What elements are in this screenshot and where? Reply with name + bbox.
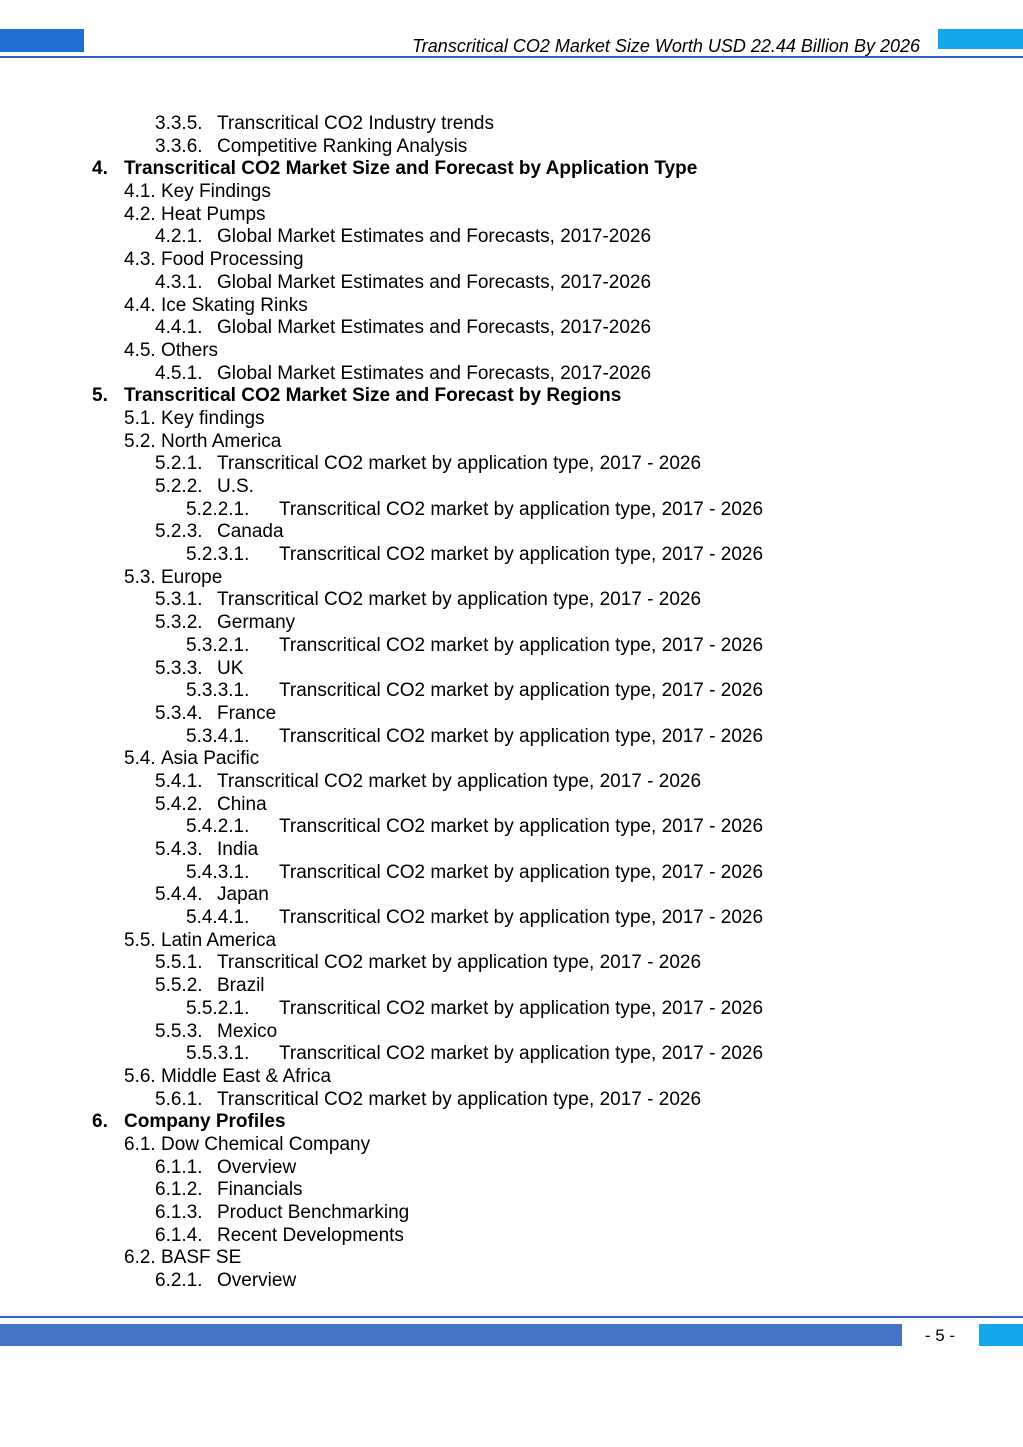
toc-entry-title: Transcritical CO2 Market Size and Forecast by Regions — [124, 385, 622, 407]
toc-entry — [0, 113, 1023, 136]
toc-entry-title: Transcritical CO2 market by application type, 2017 - 2026 — [217, 453, 702, 475]
toc-entry-title: Key Findings — [161, 181, 271, 203]
toc-entry-title: Transcritical CO2 Market Size and Forecast by Application Type — [124, 158, 698, 180]
toc-entry-number: 5.3.2. — [155, 612, 203, 634]
toc-entry-title: Mexico — [217, 1020, 278, 1042]
toc-entry — [0, 1202, 1023, 1225]
toc-entry-title: North America — [161, 430, 282, 452]
toc-entry-title: Key findings — [161, 407, 265, 429]
toc-entry — [0, 1179, 1023, 1202]
toc-entry-number: 4.3.1. — [155, 271, 203, 293]
toc-entry-title: Dow Chemical Company — [161, 1133, 371, 1155]
toc-entry — [0, 635, 1023, 658]
toc-entry-title: Food Processing — [161, 249, 304, 271]
toc-entry-number: 4.2. — [124, 203, 156, 225]
toc-entry — [0, 1043, 1023, 1066]
toc-entry-number: 5.4.1. — [155, 770, 203, 792]
toc-entry-title: Transcritical CO2 Industry trends — [217, 113, 494, 134]
toc-entry-title: Global Market Estimates and Forecasts, 2017-2026 — [217, 271, 652, 293]
toc-entry-title: Transcritical CO2 market by application type, 2017 - 2026 — [279, 634, 764, 656]
toc-entry-number: 6.1. — [124, 1133, 156, 1155]
footer-accent-right — [979, 1324, 1023, 1346]
header-accent-left — [0, 29, 84, 52]
table-of-contents — [0, 113, 1023, 1293]
header-title: Transcritical CO2 Market Size Worth USD 22.44 Billion By 2026 — [412, 36, 920, 56]
toc-entry-title: Overview — [217, 1270, 297, 1292]
toc-entry-title: UK — [217, 657, 244, 679]
toc-entry — [0, 317, 1023, 340]
toc-entry-title: Transcritical CO2 market by application type, 2017 - 2026 — [279, 861, 764, 883]
toc-entry-title: Ice Skating Rinks — [161, 294, 308, 316]
toc-entry-title: Europe — [161, 566, 223, 588]
toc-entry-title: Global Market Estimates and Forecasts, 2017-2026 — [217, 362, 652, 384]
toc-entry-title: Transcritical CO2 market by application type, 2017 - 2026 — [279, 498, 764, 520]
toc-entry-number: 6.1.1. — [155, 1156, 203, 1178]
toc-entry — [0, 589, 1023, 612]
toc-entry-number: 5.3.1. — [155, 589, 203, 611]
toc-entry — [0, 431, 1023, 454]
toc-entry-number: 3.3.5. — [155, 113, 203, 134]
toc-entry — [0, 998, 1023, 1021]
toc-entry-number: 5.5.3.1. — [186, 1043, 250, 1065]
toc-entry — [0, 1066, 1023, 1089]
toc-entry — [0, 952, 1023, 975]
toc-entry — [0, 476, 1023, 499]
toc-entry-number: 6.1.4. — [155, 1224, 203, 1246]
toc-entry-number: 5.3.2.1. — [186, 634, 250, 656]
toc-entry-number: 5.2.2. — [155, 476, 203, 497]
toc-entry-title: Recent Developments — [217, 1224, 404, 1246]
toc-entry — [0, 136, 1023, 159]
toc-entry — [0, 499, 1023, 522]
toc-entry-title: Transcritical CO2 market by application type, 2017 - 2026 — [217, 589, 702, 611]
toc-entry — [0, 1089, 1023, 1112]
toc-entry — [0, 1021, 1023, 1044]
toc-entry-number: 5.4. — [124, 748, 156, 770]
toc-entry-number: 5.3.4.1. — [186, 725, 250, 747]
toc-entry — [0, 249, 1023, 272]
toc-entry-title: Transcritical CO2 market by application type, 2017 - 2026 — [279, 997, 764, 1019]
toc-entry — [0, 907, 1023, 930]
toc-entry-title: Brazil — [217, 975, 265, 997]
header-rule — [0, 56, 1023, 58]
toc-entry — [0, 158, 1023, 181]
toc-entry-number: 5.5.3. — [155, 1020, 203, 1042]
toc-entry-number: 4.2.1. — [155, 226, 203, 248]
toc-entry-title: Transcritical CO2 market by application type, 2017 - 2026 — [217, 1088, 702, 1110]
toc-entry — [0, 839, 1023, 862]
toc-entry-number: 4.4. — [124, 294, 156, 316]
page-number: - 5 - — [924, 1326, 956, 1345]
toc-entry-number: 5.2.3.1. — [186, 544, 250, 566]
toc-entry — [0, 1247, 1023, 1270]
toc-entry — [0, 680, 1023, 703]
toc-entry-title: Transcritical CO2 market by application type, 2017 - 2026 — [217, 952, 702, 974]
toc-entry-number: 5.2.2.1. — [186, 498, 250, 520]
toc-entry-title: Others — [161, 339, 219, 361]
footer-bar — [0, 1324, 902, 1346]
toc-entry-title: BASF SE — [161, 1247, 242, 1269]
toc-entry-title: Asia Pacific — [161, 748, 260, 770]
toc-entry-number: 3.3.6. — [155, 135, 203, 157]
toc-entry — [0, 884, 1023, 907]
toc-entry — [0, 272, 1023, 295]
toc-entry — [0, 521, 1023, 544]
toc-entry-number: 5.1. — [124, 407, 156, 429]
toc-entry — [0, 975, 1023, 998]
toc-entry-title: Transcritical CO2 market by application type, 2017 - 2026 — [217, 770, 702, 792]
toc-entry-number: 5.6. — [124, 1065, 156, 1087]
toc-entry-number: 6. — [92, 1111, 108, 1133]
toc-entry-title: Transcritical CO2 market by application type, 2017 - 2026 — [279, 907, 764, 929]
toc-entry — [0, 363, 1023, 386]
toc-entry — [0, 1270, 1023, 1293]
toc-entry-title: Latin America — [161, 929, 277, 951]
toc-entry — [0, 295, 1023, 318]
toc-entry — [0, 1134, 1023, 1157]
toc-entry-number: 5.3.3. — [155, 657, 203, 679]
toc-entry-number: 5.2. — [124, 430, 156, 452]
toc-entry — [0, 930, 1023, 953]
toc-entry — [0, 1157, 1023, 1180]
toc-entry-title: Transcritical CO2 market by application type, 2017 - 2026 — [279, 1043, 764, 1065]
toc-entry-number: 5.5.2. — [155, 975, 203, 997]
toc-entry — [0, 862, 1023, 885]
toc-entry-number: 5.5. — [124, 929, 156, 951]
toc-entry-number: 5.6.1. — [155, 1088, 203, 1110]
toc-entry-number: 6.1.3. — [155, 1202, 203, 1223]
toc-entry-title: Transcritical CO2 market by application type, 2017 - 2026 — [279, 680, 764, 702]
toc-entry-number: 5.4.2.1. — [186, 816, 250, 838]
toc-entry-number: 5.4.3. — [155, 839, 203, 860]
toc-entry — [0, 816, 1023, 839]
toc-entry-number: 5.4.3.1. — [186, 861, 250, 883]
toc-entry — [0, 453, 1023, 476]
toc-entry-number: 5.3.4. — [155, 702, 203, 724]
toc-entry-number: 5. — [92, 385, 108, 407]
toc-entry-number: 5.2.1. — [155, 453, 203, 475]
toc-entry-title: Company Profiles — [124, 1111, 286, 1133]
toc-entry-title: China — [217, 793, 267, 815]
toc-entry-title: Middle East & Africa — [161, 1065, 332, 1087]
toc-entry — [0, 385, 1023, 408]
toc-entry — [0, 1111, 1023, 1134]
toc-entry-title: France — [217, 702, 277, 724]
toc-entry-number: 5.5.2.1. — [186, 997, 250, 1019]
toc-entry — [0, 658, 1023, 681]
toc-entry-title: Global Market Estimates and Forecasts, 2017-2026 — [217, 317, 652, 339]
toc-entry-title: Japan — [217, 884, 269, 906]
toc-entry-title: India — [217, 839, 259, 860]
toc-entry-number: 5.4.4. — [155, 884, 203, 906]
toc-entry-title: Germany — [217, 612, 296, 634]
toc-entry — [0, 748, 1023, 771]
toc-entry — [0, 226, 1023, 249]
toc-entry — [0, 703, 1023, 726]
toc-entry — [0, 340, 1023, 363]
toc-entry-number: 4.5. — [124, 339, 156, 361]
toc-entry-title: Transcritical CO2 market by application type, 2017 - 2026 — [279, 544, 764, 566]
toc-entry — [0, 181, 1023, 204]
toc-entry-number: 4. — [92, 158, 108, 180]
toc-entry-title: Canada — [217, 521, 284, 543]
toc-entry-title: Heat Pumps — [161, 203, 266, 225]
toc-entry-number: 5.3.3.1. — [186, 680, 250, 702]
toc-entry — [0, 1225, 1023, 1248]
toc-entry-number: 5.3. — [124, 566, 156, 588]
toc-entry-title: Transcritical CO2 market by application type, 2017 - 2026 — [279, 816, 764, 838]
toc-entry — [0, 204, 1023, 227]
toc-entry — [0, 771, 1023, 794]
toc-entry — [0, 544, 1023, 567]
toc-entry-title: Transcritical CO2 market by application type, 2017 - 2026 — [279, 725, 764, 747]
toc-entry — [0, 794, 1023, 817]
toc-entry-number: 4.3. — [124, 249, 156, 271]
toc-entry-number: 4.5.1. — [155, 362, 203, 384]
toc-entry-number: 6.1.2. — [155, 1179, 203, 1201]
toc-entry-number: 5.5.1. — [155, 952, 203, 974]
toc-entry — [0, 612, 1023, 635]
toc-entry-title: Overview — [217, 1156, 297, 1178]
toc-entry-number: 4.4.1. — [155, 317, 203, 339]
toc-entry-number: 6.2.1. — [155, 1270, 203, 1292]
footer-rule — [0, 1316, 1023, 1318]
toc-entry-title: Product Benchmarking — [217, 1202, 410, 1223]
header-accent-right — [938, 29, 1023, 49]
toc-entry-number: 5.4.4.1. — [186, 907, 250, 929]
toc-entry-number: 4.1. — [124, 181, 156, 203]
toc-entry-title: Financials — [217, 1179, 303, 1201]
toc-entry-title: Global Market Estimates and Forecasts, 2017-2026 — [217, 226, 652, 248]
toc-entry-title: Competitive Ranking Analysis — [217, 135, 468, 157]
toc-entry — [0, 726, 1023, 749]
toc-entry — [0, 408, 1023, 431]
toc-entry-number: 5.4.2. — [155, 793, 203, 815]
toc-entry-title: U.S. — [217, 476, 254, 497]
toc-entry — [0, 567, 1023, 590]
toc-entry-number: 6.2. — [124, 1247, 156, 1269]
toc-entry-number: 5.2.3. — [155, 521, 203, 543]
